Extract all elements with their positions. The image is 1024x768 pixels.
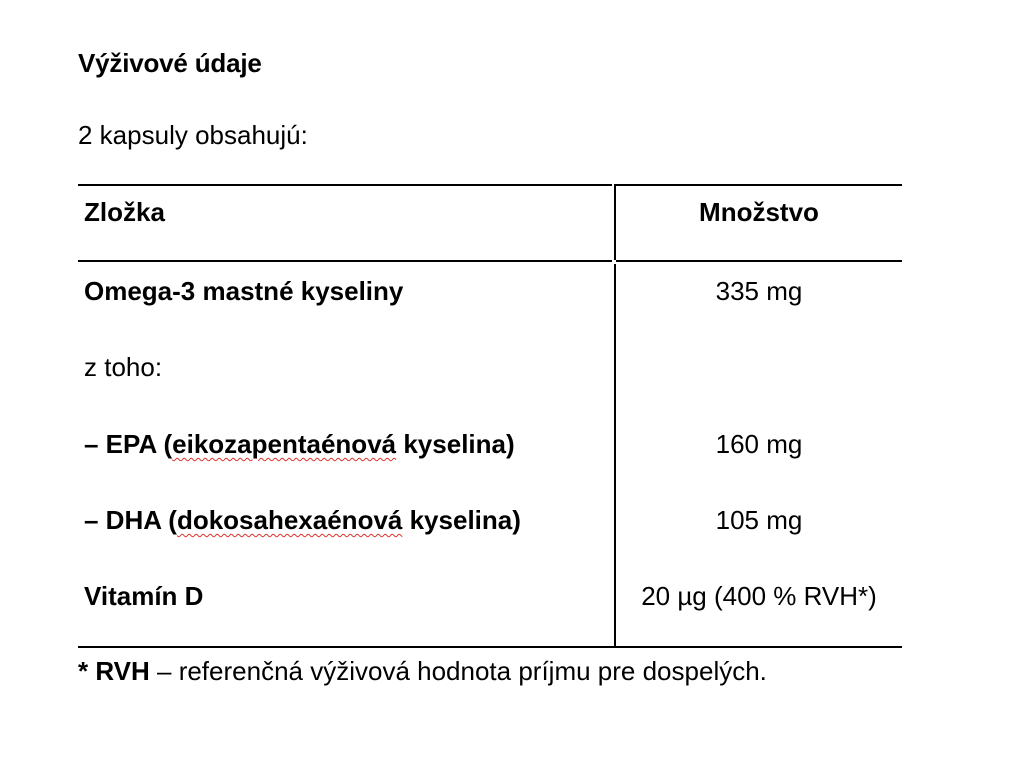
row-dha-prefix: – DHA (: [84, 505, 177, 535]
table-header-border-right: [616, 260, 902, 262]
row-epa-prefix: – EPA (: [84, 429, 173, 459]
table-header-border-left: [78, 260, 612, 262]
nutrition-table: [78, 184, 902, 648]
document-title: Výživové údaje: [78, 48, 262, 78]
row-epa-amount: 160 mg: [715, 429, 803, 459]
footnote: [78, 656, 767, 687]
row-of-which-text: z toho:: [84, 352, 163, 382]
footnote-marker: * RVH: [78, 656, 150, 686]
row-of-which-label: [84, 354, 162, 380]
row-dha-name: [84, 507, 521, 533]
row-omega3-name-text: Omega-3 mastné kyseliny: [84, 276, 404, 306]
row-dha-suffix: kyselina): [402, 505, 521, 535]
row-epa-name: [84, 431, 515, 457]
row-epa-spellcheck-word: eikozapentaénová: [172, 429, 397, 459]
row-omega3-amount: 335 mg: [715, 276, 803, 306]
footnote-text: – referenčná výživová hodnota príjmu pre dospelých.: [149, 656, 767, 686]
row-omega3-name: [84, 278, 403, 304]
intro-text: 2 kapsuly obsahujú:: [78, 120, 308, 150]
table-bottom-border: [78, 646, 902, 648]
row-vitamin-d-text: Vitamín D: [84, 581, 204, 611]
row-dha-amount: 105 mg: [715, 505, 803, 535]
table-top-border-right: [616, 184, 902, 186]
table-top-border-left: [78, 184, 612, 186]
header-ingredient: Zložka: [84, 197, 165, 227]
row-vitamin-d-name: [84, 583, 203, 609]
row-vitamin-d-amount: 20 µg (400 % RVH*): [641, 581, 877, 611]
row-dha-spellcheck-word: dokosahexaénová: [176, 505, 403, 535]
header-amount: Množstvo: [699, 197, 819, 227]
row-epa-suffix: kyselina): [396, 429, 515, 459]
